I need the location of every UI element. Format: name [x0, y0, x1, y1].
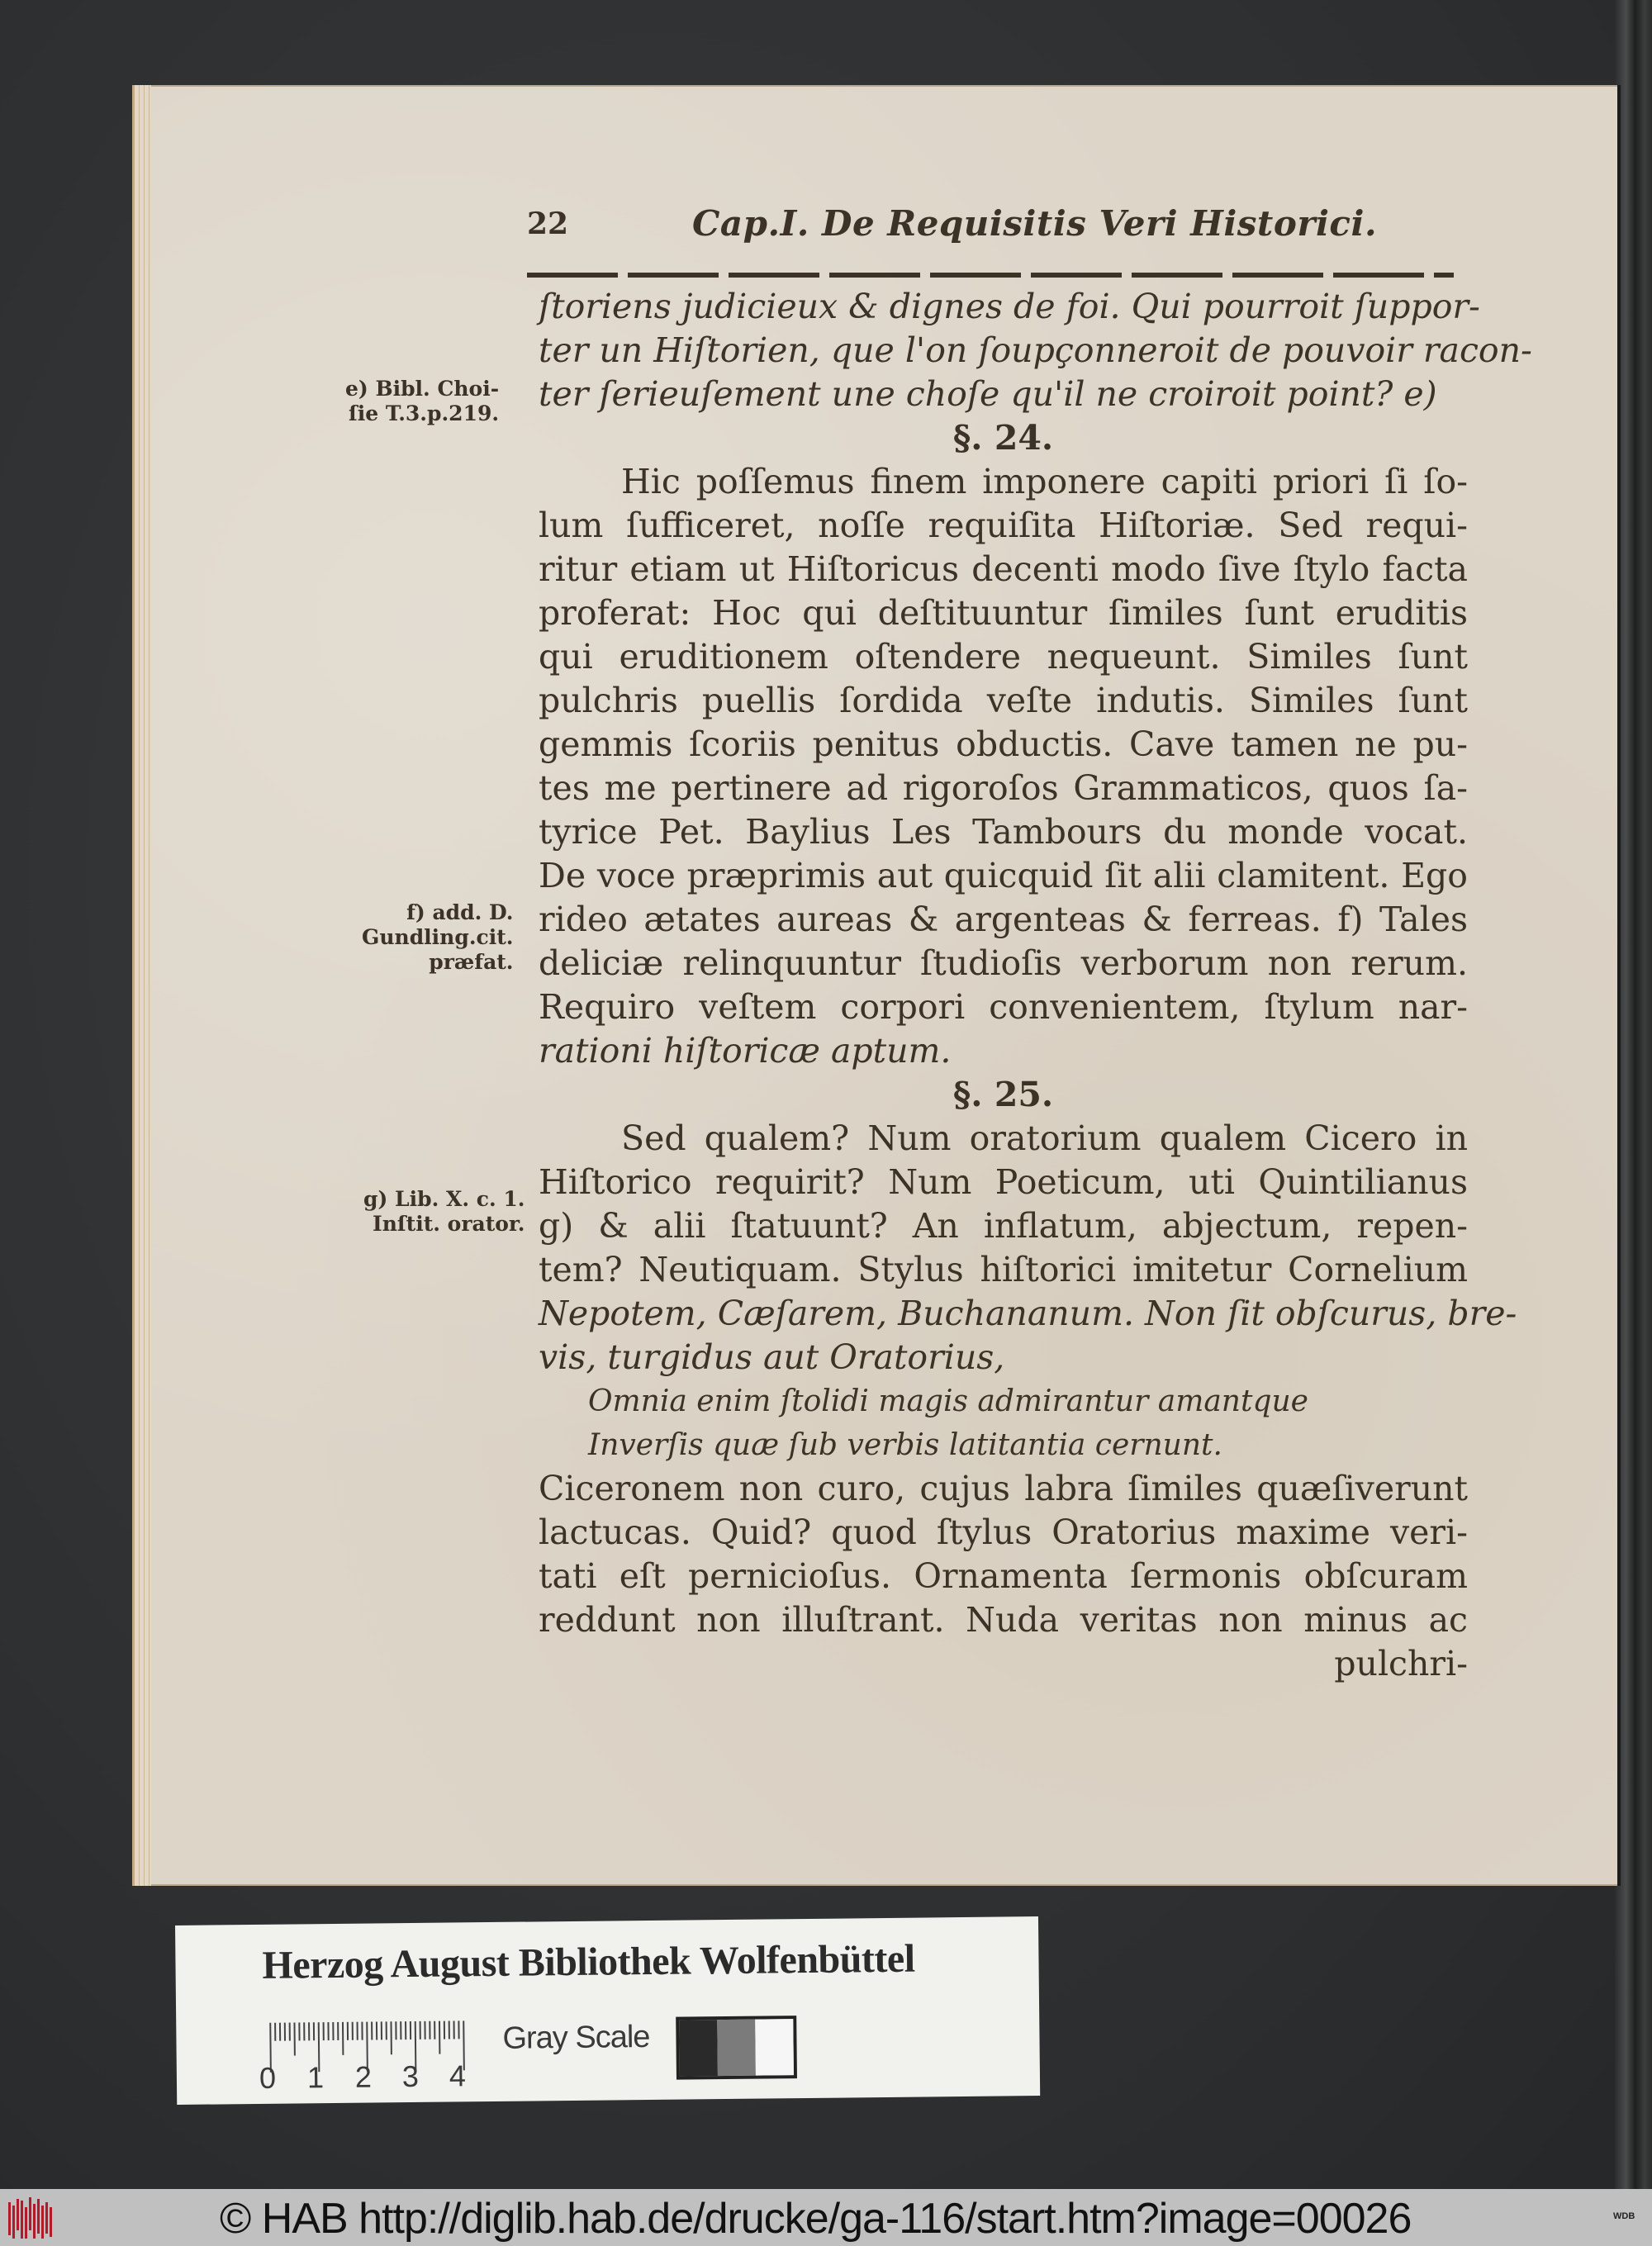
text-line: lactucas. Quid? quod ſtylus Oratorius maxime veri- — [539, 1512, 1468, 1552]
text-line: tyrice Pet. Baylius Les Tambours du monde vocat. — [539, 812, 1468, 852]
text-line: rationi hiſtoricæ aptum. — [539, 1031, 952, 1071]
margin-note-line: f) add. D. — [406, 900, 514, 924]
margin-note-f — [362, 900, 514, 975]
margin-note-line: præfat. — [429, 950, 514, 974]
text-line: deliciæ relinquuntur ſtudioſis verborum non rerum. — [539, 943, 1468, 983]
catchword: pulchri- — [1334, 1644, 1468, 1683]
text-line: Inverſis quæ ſub verbis latitantia cernunt. — [588, 1428, 1222, 1462]
swatch-gray — [717, 2020, 756, 2076]
text-line: Requiro veſtem corpori convenientem, ſtylum nar- — [539, 987, 1468, 1027]
ruler-label: 0 — [259, 2060, 277, 2095]
library-name: Herzog August Bibliothek Wolfenbüttel — [262, 1936, 915, 1987]
ruler-label: 3 — [401, 2058, 420, 2094]
page-leaves-edge — [132, 85, 151, 1886]
margin-note-line: ſie T.3.p.219. — [348, 401, 500, 425]
margin-note-g — [363, 1187, 525, 1237]
gutter-line — [1617, 85, 1621, 1886]
ruler-label: 4 — [449, 2058, 467, 2093]
margin-note-line: Gundling.cit. — [362, 925, 514, 949]
text-line: De voce præprimis aut quicquid ſit alii clamitent. Ego — [539, 856, 1468, 895]
text-line: tati eſt pernicioſus. Ornamenta ſermonis obſcuram — [539, 1556, 1468, 1596]
swatch-white — [755, 2019, 794, 2075]
margin-note-line: g) Lib. X. c. 1. — [363, 1187, 525, 1211]
text-line: pulchris puellis ſordida veſte indutis. Similes ſunt — [539, 681, 1468, 720]
text-line: proferat: Hoc qui deſtituuntur ſimiles ſunt eruditis — [539, 593, 1468, 633]
color-scale-card — [175, 1916, 1040, 2105]
wdb-badge: WDB — [1613, 2211, 1635, 2221]
hab-logo-icon — [7, 2197, 56, 2239]
text-line: reddunt non illuſtrant. Nuda veritas non minus ac — [539, 1600, 1468, 1640]
section-heading: §. 25. — [952, 1075, 1054, 1114]
footer-bar — [0, 2189, 1652, 2246]
text-line: vis, turgidus aut Oratorius, — [539, 1337, 1005, 1377]
running-title: Cap.I. De Requisitis Veri Historici. — [692, 203, 1378, 244]
margin-note-line: Inſtit. orator. — [373, 1212, 525, 1236]
text-line: tem? Neutiquam. Stylus hiſtorici imitetur Cornelium — [539, 1250, 1468, 1289]
gray-scale-swatches — [676, 2016, 797, 2080]
section-heading: §. 24. — [952, 418, 1054, 458]
text-line: rideo ætates aureas & argenteas & ferreas. f) Tales — [539, 900, 1468, 939]
page-number: 22 — [527, 207, 569, 241]
text-line: ter un Hiſtorien, que l'on ſoupçonneroit de pouvoir racon- — [539, 330, 1532, 370]
text-line: ritur etiam ut Hiſtoricus decenti modo ſive ſtylo facta — [539, 549, 1468, 589]
text-line: g) & alii ſtatuunt? An inflatum, abjectum, repen- — [539, 1206, 1468, 1246]
text-line: tes me pertinere ad rigoroſos Grammaticos, quos ſa- — [539, 768, 1468, 808]
ruler-labels — [259, 2058, 491, 2097]
main-text — [539, 285, 1532, 1686]
copyright-link[interactable]: © HAB http://diglib.hab.de/drucke/ga-116/start.htm?image=00026 — [220, 2195, 1412, 2243]
text-line: Hiſtorico requirit? Num Poeticum, uti Quintilianus — [539, 1162, 1468, 1202]
text-line: Omnia enim ſtolidi magis admirantur amantque — [588, 1384, 1308, 1418]
text-line: Ciceronem non curo, cujus labra ſimiles quæſiverunt — [539, 1469, 1468, 1508]
text-line: gemmis ſcoriis penitus obductis. Cave tamen ne pu- — [539, 724, 1468, 764]
margin-note-line: e) Bibl. Choi- — [345, 377, 500, 401]
text-line: Hic poſſemus finem imponere capiti priori ſi ſo- — [621, 462, 1468, 501]
text-line: Sed qualem? Num oratorium qualem Cicero in — [621, 1118, 1468, 1158]
text-line: qui eruditionem oſtendere nequeunt. Similes ſunt — [539, 637, 1468, 677]
swatch-black — [679, 2020, 718, 2076]
header-rule — [527, 273, 1454, 278]
text-line: ter ſerieuſement une choſe qu'il ne croiroit point? e) — [539, 374, 1437, 414]
ruler-label: 1 — [306, 2060, 325, 2095]
ruler-label: 2 — [354, 2059, 373, 2094]
gray-scale-label: Gray Scale — [502, 2019, 650, 2056]
text-line: Nepotem, Cæſarem, Buchananum. Non ſit obſcurus, bre- — [539, 1294, 1517, 1333]
text-line: ſtoriens judicieux & dignes de foi. Qui pourroit ſuppor- — [539, 287, 1480, 326]
text-line: lum ſufficeret, noſſe requiſita Hiſtoriæ. Sed requi- — [539, 506, 1468, 545]
page-header — [527, 203, 1452, 256]
margin-note-e — [345, 377, 499, 426]
